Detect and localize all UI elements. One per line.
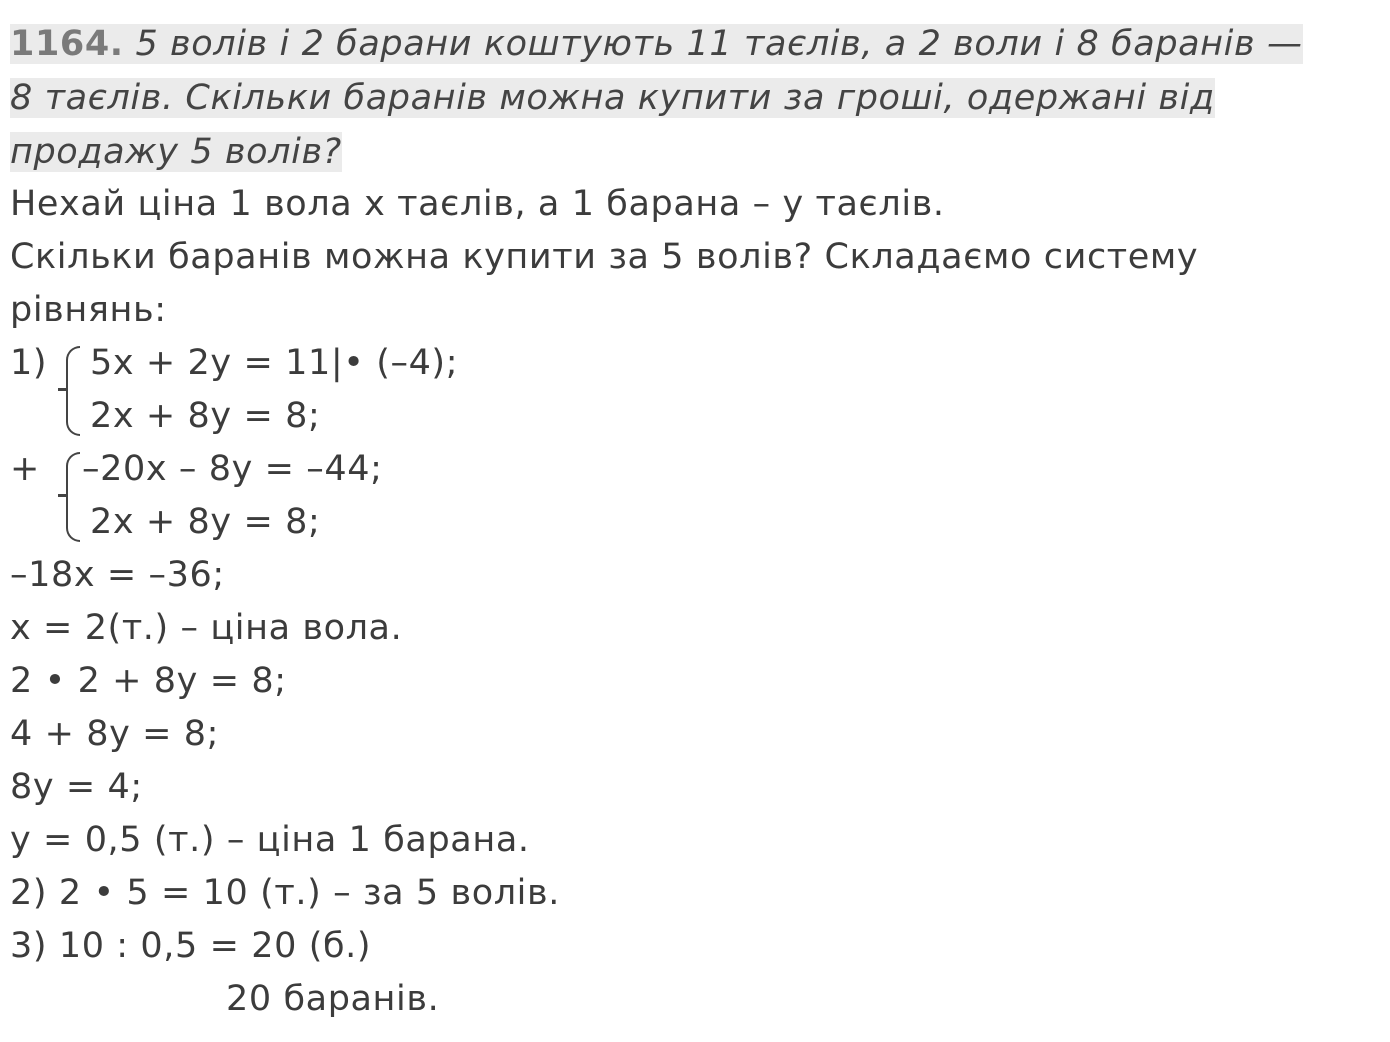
step-7: 2) 2 • 5 = 10 (т.) – за 5 волів.	[10, 873, 560, 913]
intro-line-1: Нехай ціна 1 вола х таєлів, а 1 барана – у таєлів.	[10, 184, 945, 224]
system2-brace	[66, 452, 80, 542]
task-text-1: 5 волів і 2 барани коштують 11 таєлів, а 2 воли і 8 баранів —	[135, 24, 1303, 64]
system2-label: +	[10, 449, 40, 489]
task-number: 1164.	[10, 24, 124, 64]
task-text-2: 8 таєлів. Скільки баранів можна купити за гроші, одержані від	[10, 78, 1215, 118]
step-4: 4 + 8y = 8;	[10, 714, 220, 754]
task-text-3: продажу 5 волів?	[10, 132, 342, 172]
task-line-2	[10, 72, 1215, 124]
step-6: y = 0,5 (т.) – ціна 1 барана.	[10, 820, 530, 860]
step-1: –18x = –36;	[10, 555, 225, 595]
answer: 20 баранів.	[226, 979, 440, 1019]
system1-label: 1)	[10, 343, 48, 383]
system1-eq2: 2x + 8y = 8;	[90, 396, 321, 436]
step-8: 3) 10 : 0,5 = 20 (б.)	[10, 926, 372, 966]
system1-brace	[66, 346, 80, 436]
task-line-3	[10, 126, 342, 178]
system2-eq2: 2x + 8y = 8;	[90, 502, 321, 542]
task-line-1	[10, 18, 1303, 70]
intro-line-3: рівнянь:	[10, 290, 167, 330]
step-2: x = 2(т.) – ціна вола.	[10, 608, 403, 648]
system2-eq1: –20x – 8y = –44;	[82, 449, 383, 489]
system1-eq1: 5x + 2y = 11|• (–4);	[90, 343, 459, 383]
step-5: 8y = 4;	[10, 767, 143, 807]
step-3: 2 • 2 + 8y = 8;	[10, 661, 287, 701]
intro-line-2: Скільки баранів можна купити за 5 волів? Складаємо систему	[10, 237, 1199, 277]
